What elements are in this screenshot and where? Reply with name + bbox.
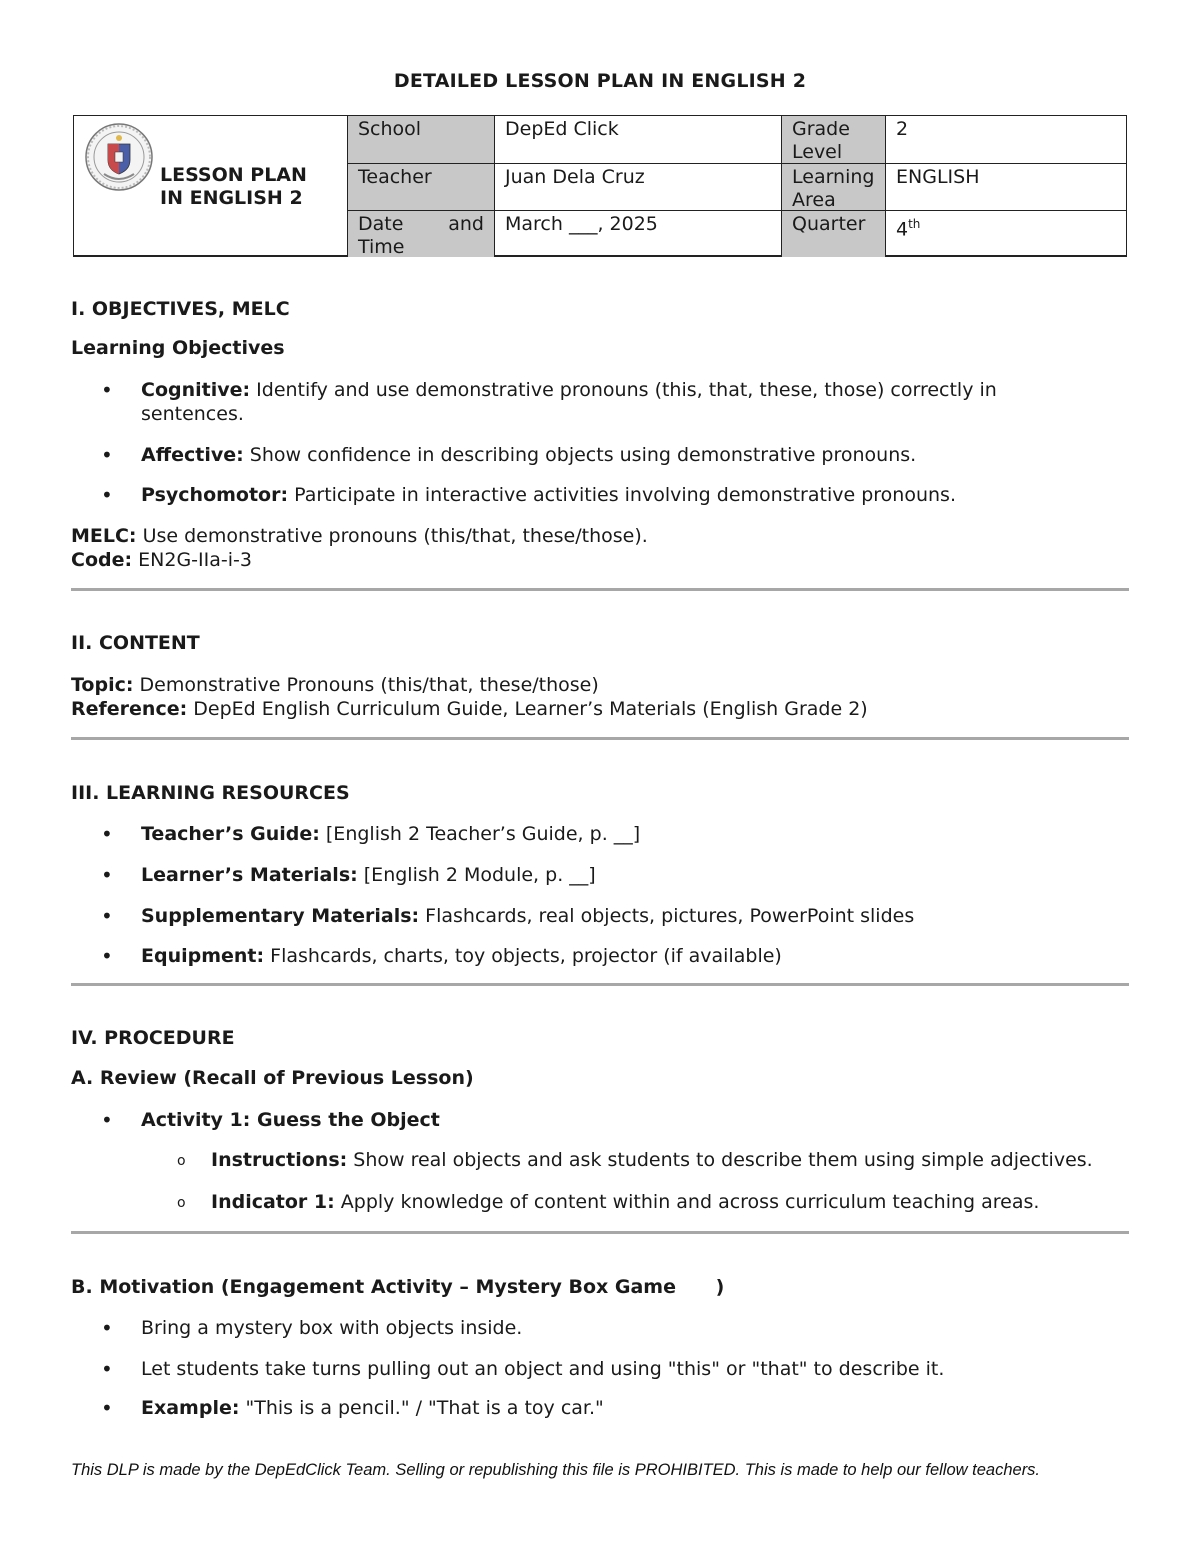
example-label: Example: [141,1397,240,1419]
bullet-icon: • [101,904,113,928]
sub-bullet-icon: o [177,1195,186,1211]
learning-area-value: ENGLISH [896,166,980,188]
section-divider [71,1231,1129,1234]
sub-bullet-icon: o [177,1153,186,1169]
motivation-text: Bring a mystery box with objects inside. [141,1317,523,1339]
header-row-school [348,116,1126,163]
bullet-icon: • [101,1316,113,1340]
code-text: EN2G-IIa-i-3 [132,549,252,571]
date-time-label [348,211,495,257]
melc-text: Use demonstrative pronouns (this/that, these/those). [136,525,648,547]
indicator-text: Apply knowledge of content within and across curriculum teaching areas. [334,1191,1040,1213]
grade-label: Grade Level [782,116,886,163]
resource-label: Teacher’s Guide: [141,823,320,845]
resource-label: Supplementary Materials: [141,905,420,927]
reference-text: DepEd English Curriculum Guide, Learner’s Materials (English Grade 2) [187,698,868,720]
procedure-heading: IV. PROCEDURE [71,1027,235,1049]
teacher-value: Juan Dela Cruz [495,164,782,211]
resource-label: Learner’s Materials: [141,864,358,886]
objectives-heading: I. OBJECTIVES, MELC [71,298,290,320]
bullet-icon: • [101,822,113,846]
bullet-icon: • [101,944,113,968]
quarter-label: Quarter [782,211,886,257]
melc-line [71,524,1131,548]
indicator-label: Indicator 1: [211,1191,335,1213]
instructions-text: Show real objects and ask students to describe them using simple adjectives. [347,1149,1093,1171]
header-row-date [348,210,1126,257]
objective-text: Show confidence in describing objects using demonstrative pronouns. [243,444,917,466]
resources-heading: III. LEARNING RESOURCES [71,782,350,804]
time-label-word: Time [358,236,405,258]
motivation-heading: B. Motivation (Engagement Activity – Mystery Box Game ) [71,1276,725,1298]
bullet-icon: • [101,1396,113,1420]
bullet-icon: • [101,443,113,467]
topic-line [71,673,1131,697]
melc-label: MELC: [71,525,137,547]
lesson-plan-title-line1: LESSON PLAN [160,164,307,186]
grade-value: 2 [896,118,909,140]
activity-label: Activity 1: Guess the Object [141,1109,440,1131]
school-value: DepEd Click [495,116,782,163]
quarter-value [886,211,1126,257]
learning-area-label: Learning Area [782,164,886,211]
header-row-teacher [348,163,1126,211]
and-label-word: and [448,213,484,235]
school-label: School [348,116,495,163]
section-divider [71,588,1129,591]
reference-line [71,697,1131,721]
resource-text: Flashcards, charts, toy objects, projector (if available) [264,945,782,967]
header-table [73,115,1127,257]
objective-text: Identify and use demonstrative pronouns (this, that, these, those) correctly in sentences. [141,379,997,425]
teacher-label: Teacher [348,164,495,211]
resource-text: Flashcards, real objects, pictures, PowerPoint slides [419,905,915,927]
learning-objectives-subheading: Learning Objectives [71,337,285,359]
bullet-icon: • [101,1357,113,1381]
bullet-icon: • [101,1108,113,1132]
quarter-number: 4 [896,218,909,241]
section-divider [71,983,1129,986]
document-title: DETAILED LESSON PLAN IN ENGLISH 2 [393,70,807,92]
content-heading: II. CONTENT [71,632,200,654]
bullet-icon: • [101,378,113,402]
bullet-icon: • [101,483,113,507]
resource-text: [English 2 Module, p. __] [357,864,596,886]
quarter-suffix: th [908,217,921,231]
topic-text: Demonstrative Pronouns (this/that, these/those) [133,674,599,696]
code-label: Code: [71,549,133,571]
code-line [71,548,1131,572]
date-time-value: March ___, 2025 [495,211,782,257]
date-label-word: Date [358,213,404,235]
bullet-icon: • [101,863,113,887]
deped-seal-logo [84,122,154,192]
lesson-plan-title-line2: IN ENGLISH 2 [160,187,303,209]
logo-cell [74,116,348,256]
lesson-plan-title [160,164,307,210]
section-divider [71,737,1129,740]
motivation-text: Let students take turns pulling out an object and using "this" or "that" to describe it. [141,1358,945,1380]
header-grid [348,116,1126,256]
resource-text: [English 2 Teacher’s Guide, p. __] [319,823,641,845]
instructions-label: Instructions: [211,1149,348,1171]
example-text: "This is a pencil." / "That is a toy car." [239,1397,604,1419]
footer-note: This DLP is made by the DepEdClick Team. Selling or republishing this file is PROHIBITED. This is made to help our fellow teachers. [71,1461,1041,1479]
topic-label: Topic: [71,674,134,696]
reference-label: Reference: [71,698,188,720]
resource-label: Equipment: [141,945,265,967]
objective-label: Affective: [141,444,244,466]
objective-text: Participate in interactive activities involving demonstrative pronouns. [288,484,956,506]
objective-label: Cognitive: [141,379,251,401]
objective-label: Psychomotor: [141,484,289,506]
review-heading: A. Review (Recall of Previous Lesson) [71,1067,474,1089]
